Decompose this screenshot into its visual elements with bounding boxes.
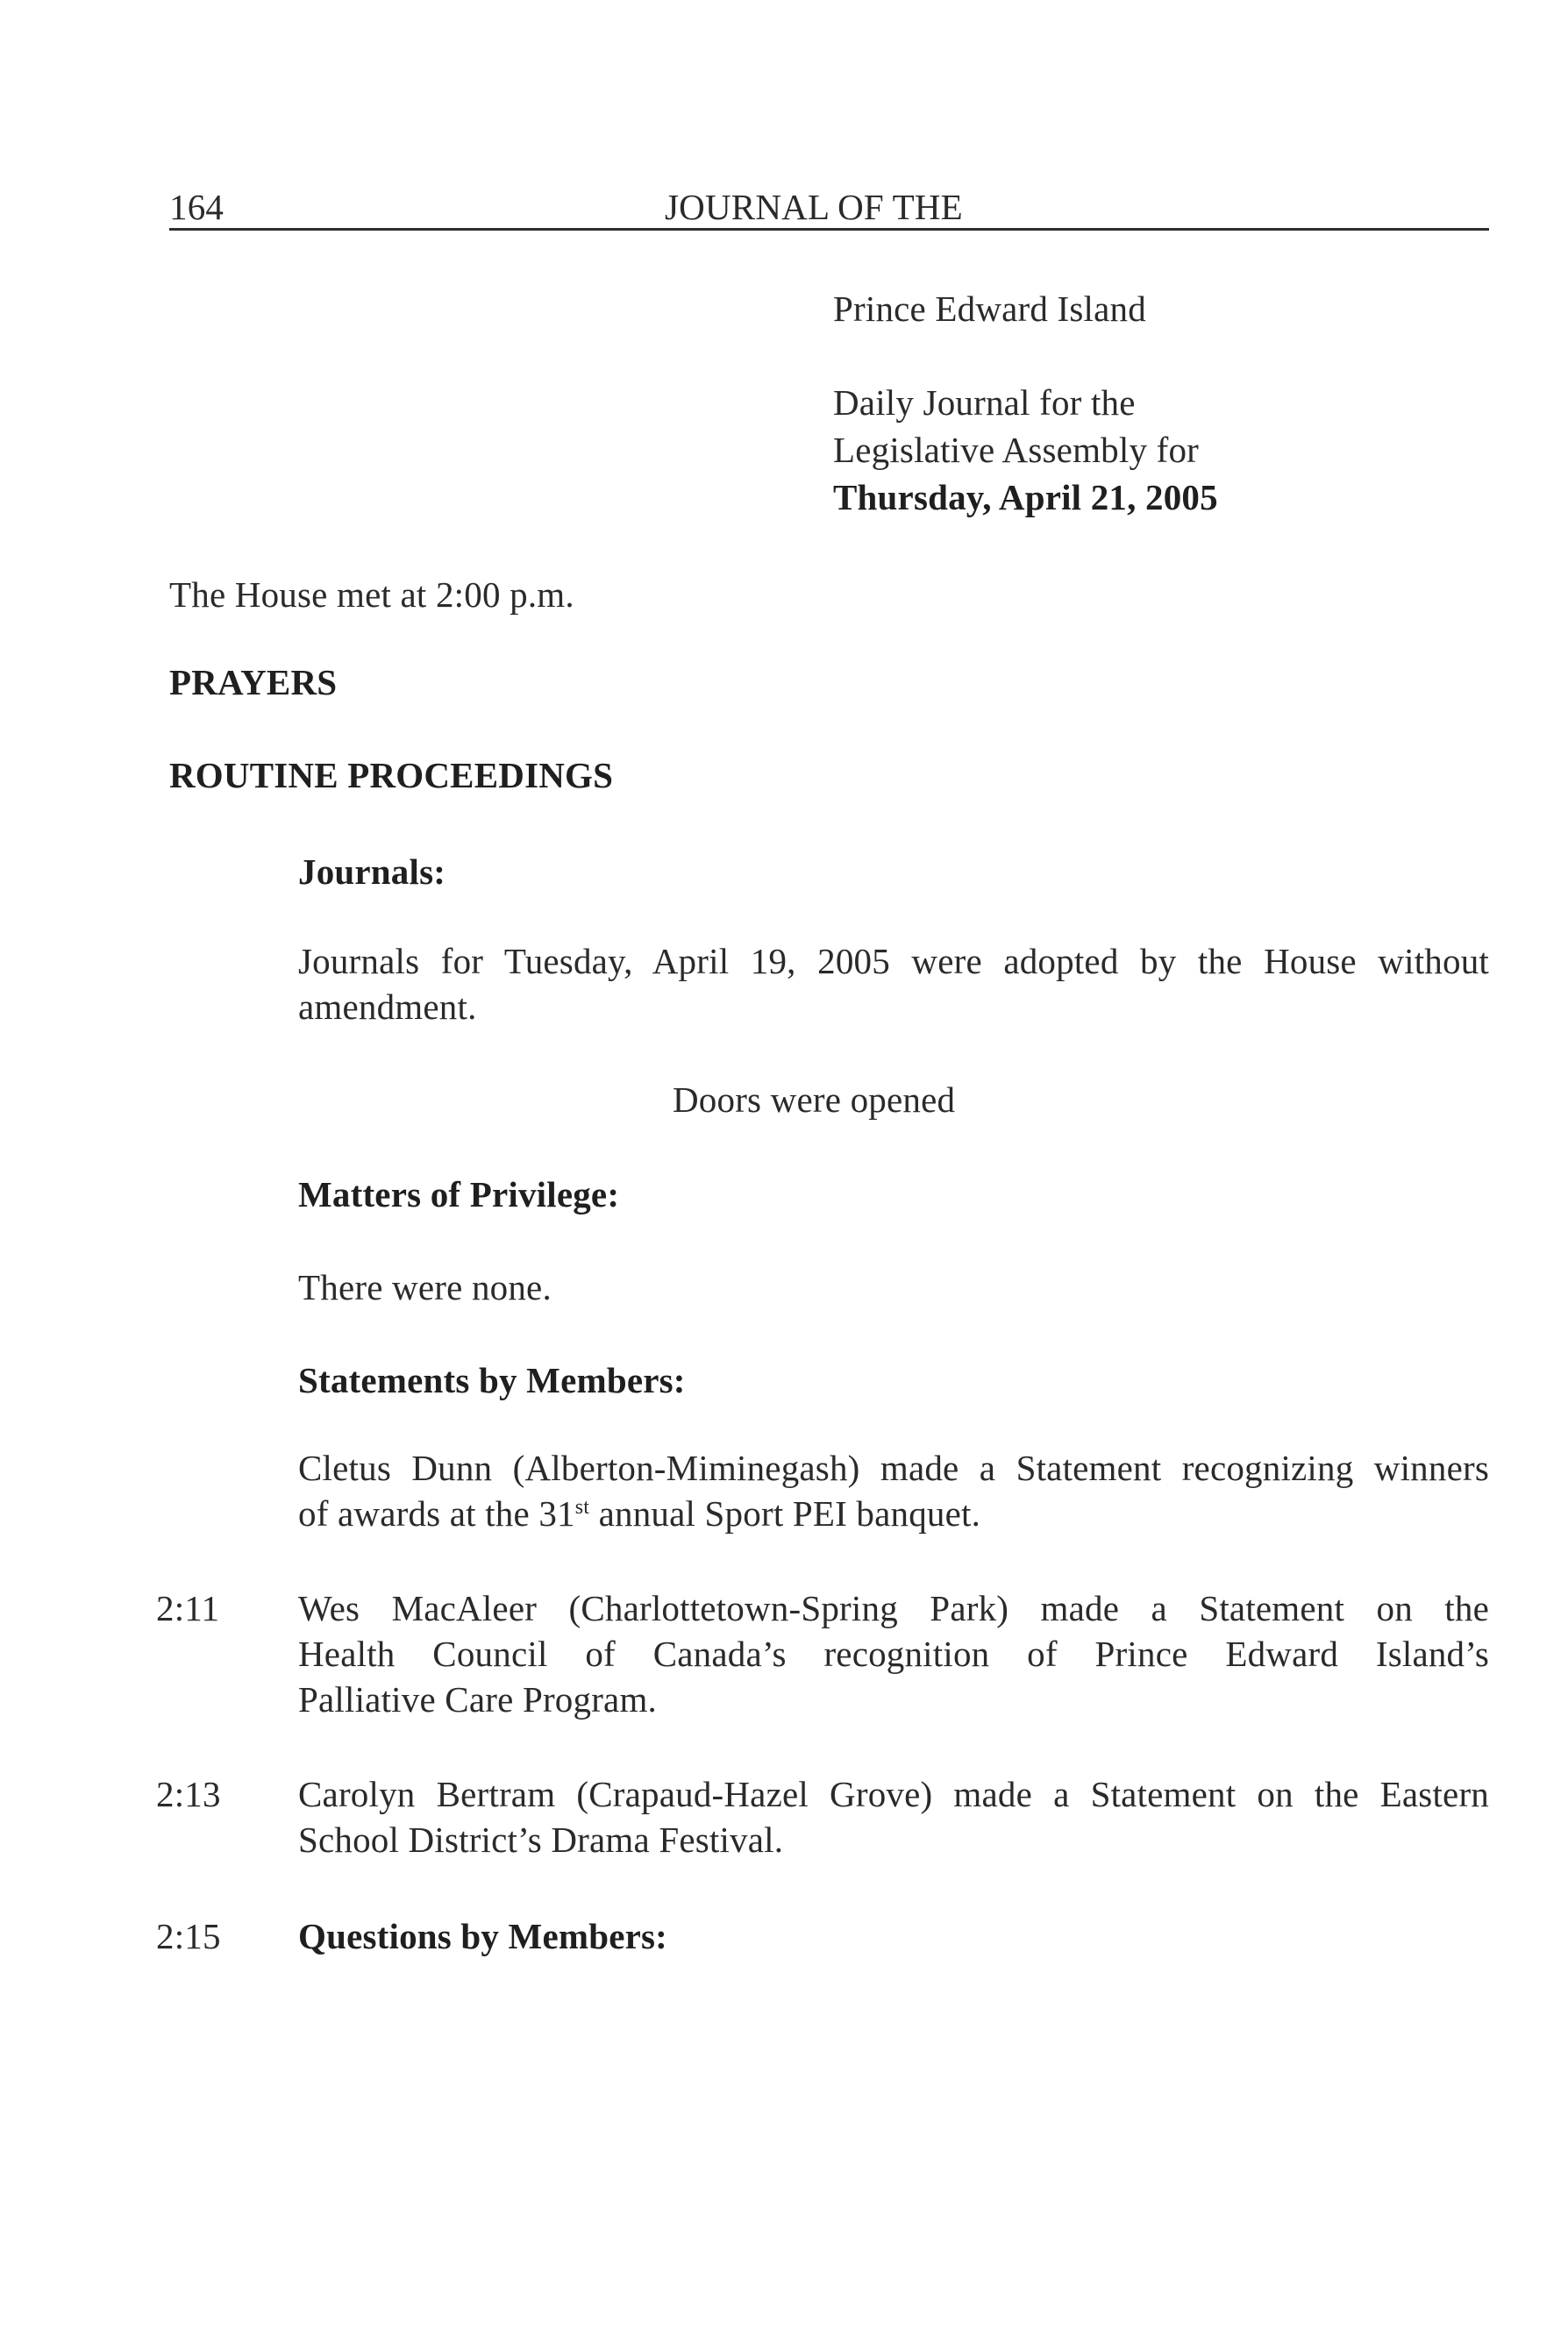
journal-title-line1: Daily Journal for the bbox=[833, 382, 1136, 423]
routine-proceedings-heading: ROUTINE PROCEEDINGS bbox=[169, 755, 614, 795]
page-number: 164 bbox=[169, 187, 225, 227]
statement-1-line2 bbox=[298, 1491, 1489, 1536]
journals-heading: Journals: bbox=[298, 851, 446, 892]
time-stamp: 2:15 bbox=[156, 1916, 221, 1956]
privilege-heading: Matters of Privilege: bbox=[298, 1174, 620, 1214]
privilege-text: There were none. bbox=[298, 1267, 552, 1307]
statement-entry-3 bbox=[298, 1771, 1489, 1862]
statement-entry-2 bbox=[298, 1585, 1489, 1722]
journal-title-line2: Legislative Assembly for bbox=[833, 430, 1200, 470]
statement-1-text-a: of awards at the 31 bbox=[298, 1493, 575, 1534]
statement-3-line2: School District’s Drama Festival. bbox=[298, 1820, 784, 1860]
prayers-heading: PRAYERS bbox=[169, 662, 338, 702]
running-title: JOURNAL OF THE bbox=[665, 187, 963, 227]
journals-text-line1: Journals for Tuesday, April 19, 2005 were adopted by the House without bbox=[298, 941, 1489, 981]
journals-text-line2: amendment. bbox=[298, 986, 477, 1027]
statement-3-line1: Carolyn Bertram (Crapaud-Hazel Grove) made a Statement on the Eastern bbox=[298, 1774, 1489, 1814]
statement-1-text-b: annual Sport PEI banquet. bbox=[589, 1493, 981, 1534]
header-rule bbox=[169, 228, 1489, 231]
statement-2-line3: Palliative Care Program. bbox=[298, 1679, 657, 1720]
house-met-time: The House met at 2:00 p.m. bbox=[169, 574, 574, 615]
ordinal-suffix: st bbox=[574, 1496, 590, 1519]
doors-opened-note: Doors were opened bbox=[673, 1079, 956, 1120]
statements-heading: Statements by Members: bbox=[298, 1360, 686, 1400]
province-name: Prince Edward Island bbox=[833, 288, 1146, 329]
journal-date: Thursday, April 21, 2005 bbox=[833, 477, 1218, 517]
time-stamp: 2:13 bbox=[156, 1774, 221, 1814]
statement-entry-1 bbox=[298, 1445, 1489, 1536]
statement-2-line1: Wes MacAleer (Charlottetown-Spring Park) made a Statement on the bbox=[298, 1588, 1489, 1628]
time-stamp: 2:11 bbox=[156, 1588, 220, 1628]
questions-heading: Questions by Members: bbox=[298, 1916, 668, 1956]
statement-2-line2: Health Council of Canada’s recognition of Prince Edward Island’s bbox=[298, 1634, 1489, 1674]
journals-paragraph bbox=[298, 938, 1489, 1029]
statement-1-line1: Cletus Dunn (Alberton-Miminegash) made a Statement recognizing winners bbox=[298, 1448, 1489, 1488]
